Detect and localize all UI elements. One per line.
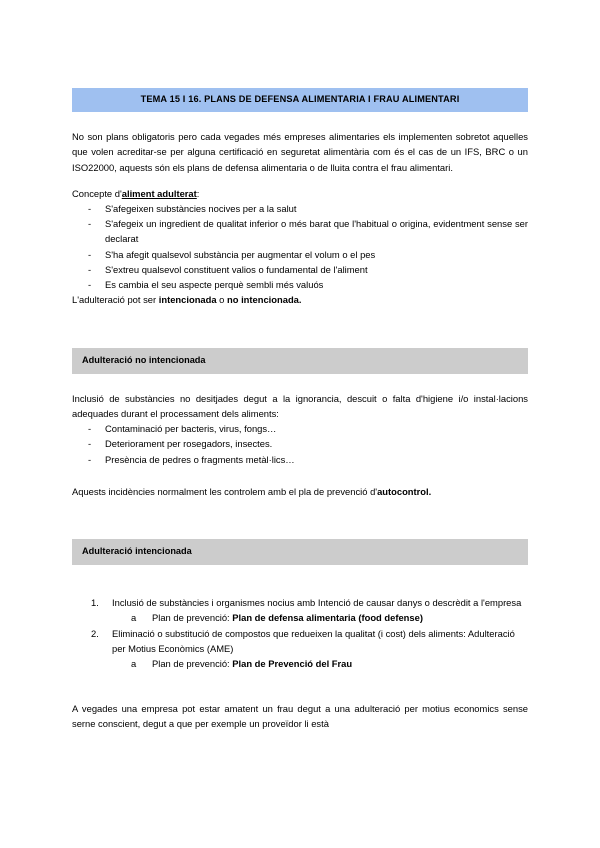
intentional-sub-list — [112, 610, 528, 625]
list-item — [72, 262, 528, 277]
concept-bullet-list — [72, 201, 528, 292]
list-item-text: S'ha afegit qualsevol substància per augmentar el volum o el pes — [105, 248, 376, 260]
intentional-numbered-list — [72, 595, 528, 671]
bullet-marker-icon: - — [88, 423, 92, 435]
list-item-text: S'afegeix un ingredient de qualitat inferior o més barat que l'habitual o origina, evidentment sense ser declarat — [105, 218, 528, 245]
list-item — [112, 656, 528, 671]
unintentional-closing-prefix: Aquests incidències normalment les controlem amb el pla de prevenció d' — [72, 485, 378, 497]
concept-closing-line — [72, 292, 528, 307]
list-item — [112, 610, 528, 625]
list-item — [72, 452, 528, 467]
spacer — [72, 374, 528, 391]
concept-closing-prefix: L'adulteració pot ser — [72, 294, 159, 306]
bullet-marker-icon: - — [88, 218, 92, 230]
list-item-text: Contaminació per bacteris, virus, fongs… — [105, 423, 277, 435]
sub-item-prefix: Plan de prevenció: — [152, 658, 233, 670]
spacer — [72, 467, 528, 484]
list-item — [72, 421, 528, 436]
concept-lead-line — [72, 186, 528, 201]
list-item — [72, 436, 528, 451]
list-item — [72, 626, 528, 672]
list-item-text: Presència de pedres o fragments metàl·lics… — [105, 453, 295, 465]
document-content — [72, 88, 528, 732]
unintentional-closing-bold: autocontrol. — [377, 485, 432, 497]
list-item — [72, 201, 528, 216]
list-item-text: S'extreu qualsevol constituent valios o fundamental de l'aliment — [105, 263, 368, 275]
list-item — [72, 277, 528, 292]
concept-lead-suffix: : — [196, 187, 200, 199]
concept-closing-bold-no-intencionada: no intencionada. — [227, 294, 302, 306]
intentional-sub-list — [112, 656, 528, 671]
section-header-unintentional: Adulteració no intencionada — [72, 348, 528, 374]
unintentional-closing-line — [72, 484, 528, 499]
list-item — [72, 216, 528, 246]
spacer — [72, 565, 528, 595]
concept-closing-middle: o — [216, 294, 228, 306]
spacer — [72, 308, 528, 348]
spacer — [72, 671, 528, 701]
sub-item-bold: Plan de Prevenció del Frau — [232, 658, 353, 670]
document-title-banner: TEMA 15 I 16. PLANS DE DEFENSA ALIMENTARIA I FRAU ALIMENTARI — [72, 88, 528, 112]
bullet-marker-icon: - — [88, 202, 92, 214]
concept-lead-term: aliment adulterat — [121, 187, 197, 199]
spacer — [72, 175, 528, 186]
bullet-marker-icon: - — [88, 453, 92, 465]
intro-paragraph: No son plans obligatoris pero cada vegades més empreses alimentaries els implementen sobretot aquelles que volen acreditar-se per alguna certificació en seguretat alimentària com és el cas de un IFS, BRC o un ISO22000, aquests són els plans de defensa alimentaria o de lluita contra el frau alimentari. — [72, 131, 528, 173]
spacer — [72, 499, 528, 539]
sub-item-prefix: Plan de prevenció: — [152, 612, 233, 624]
list-marker: 1. — [91, 597, 99, 609]
concept-lead-prefix: Concepte d' — [72, 187, 122, 199]
list-item — [72, 595, 528, 625]
list-item-text: Deteriorament per rosegadors, insectes. — [105, 438, 273, 450]
section-header-intentional: Adulteració intencionada — [72, 539, 528, 565]
bullet-marker-icon: - — [88, 248, 92, 260]
unintentional-paragraph: Inclusió de substàncies no desitjades degut a la ignorancia, descuit o falta d'higiene i/o instal·lacions adequades durant el processament dels aliments: — [72, 392, 528, 419]
list-item — [72, 247, 528, 262]
bullet-marker-icon: - — [88, 263, 92, 275]
list-item-text: Inclusió de substàncies i organismes nocius amb Intenció de causar danys o descrèdit a l'empresa — [112, 597, 522, 609]
concept-closing-bold-intencionada: intencionada — [158, 294, 217, 306]
list-item-text: Es cambia el seu aspecte perquè sembli més valuós — [105, 279, 324, 291]
list-marker: a — [131, 658, 137, 670]
list-marker: a — [131, 612, 137, 624]
list-item-text: Eliminació o substitució de compostos que redueixen la qualitat (i cost) dels aliments: Adulteració per Motius Econòmics (AME) — [112, 627, 515, 654]
list-marker: 2. — [91, 627, 99, 639]
spacer — [72, 112, 528, 129]
list-item-text: S'afegeixen substàncies nocives per a la salut — [105, 202, 297, 214]
bullet-marker-icon: - — [88, 438, 92, 450]
closing-paragraph: A vegades una empresa pot estar amatent un frau degut a una adulteració per motius economics sense serne conscient, degut a que per exemple un proveïdor li està — [72, 703, 528, 730]
sub-item-bold: Plan de defensa alimentaria (food defense) — [232, 612, 423, 624]
bullet-marker-icon: - — [88, 279, 92, 291]
unintentional-bullet-list — [72, 421, 528, 467]
